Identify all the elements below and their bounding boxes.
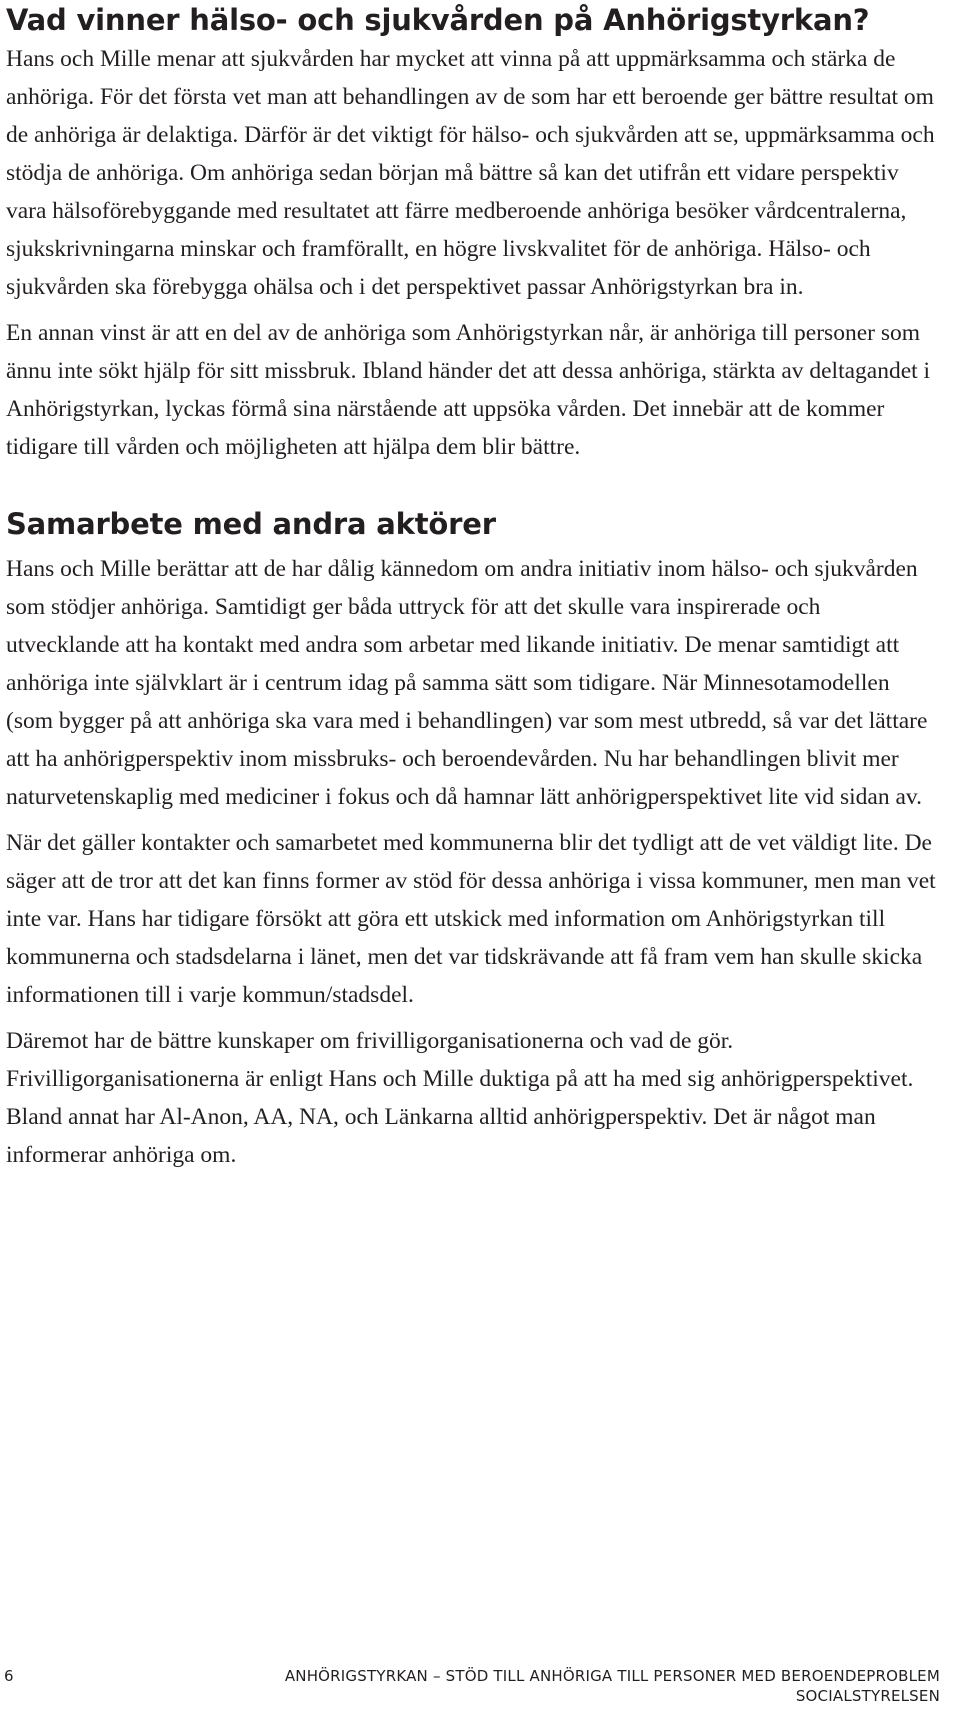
footer-publisher: SOCIALSTYRELSEN: [795, 1687, 940, 1705]
running-footer: [285, 1666, 940, 1706]
section-heading-2: Samarbete med andra aktörer: [6, 507, 496, 541]
section-heading-1: Vad vinner hälso- och sjukvården på Anhörigstyrkan?: [6, 3, 870, 37]
paragraph-1: Hans och Mille menar att sjukvården har mycket att vinna på att uppmärksamma och stärka de anhöriga. För det första vet man att behandlingen av de som har ett beroende ger bättre resultat om de anhöriga är delaktiga. Därför är det viktigt för hälso- och sjukvården att se, uppmärksamma och stödja de anhöriga. Om anhöriga sedan början må bättre så kan det utifrån ett vidare perspektiv vara hälsoförebyggande med resultatet att färre medberoende anhöriga besöker vårdcentralerna, sjukskrivningarna minskar och framförallt, en högre livskvalitet för de anhöriga. Hälso- och sjukvården ska förebygga ohälsa och i det perspektivet passar Anhörigstyrkan bra in.: [6, 46, 935, 300]
document-page: [6, 0, 936, 1174]
paragraph-5: Däremot har de bättre kunskaper om frivilligorganisationerna och vad de gör. Frivilligorganisationerna är enligt Hans och Mille duktiga på att ha med sig anhörigperspektivet. Bland annat har Al-Anon, AA, NA, och Länkarna alltid anhörigperspektiv. Det är något man informerar anhöriga om.: [6, 1028, 914, 1168]
footer-publication-title: ANHÖRIGSTYRKAN – STÖD TILL ANHÖRIGA TILL PERSONER MED BEROENDEPROBLEM: [284, 1667, 940, 1685]
paragraph-2: En annan vinst är att en del av de anhöriga som Anhörigstyrkan når, är anhöriga till personer som ännu inte sökt hjälp för sitt missbruk. Ibland händer det att dessa anhöriga, stärkta av deltagandet i Anhörigstyrkan, lyckas förmå sina närstående att uppsöka vården. Det innebär att de kommer tidigare till vården och möjligheten att hjälpa dem blir bättre.: [6, 320, 931, 460]
page-number: 6: [4, 1667, 14, 1685]
paragraph-3: Hans och Mille berättar att de har dålig kännedom om andra initiativ inom hälso- och sjukvården som stödjer anhöriga. Samtidigt ger båda uttryck för att det skulle vara inspirerade och utvecklande att ha kontakt med andra som arbetar med likande initiativ. De menar samtidigt att anhöriga inte självklart är i centrum idag på samma sätt som tidigare. När Minnesotamodellen (som bygger på att anhöriga ska vara med i behandlingen) var som mest utbredd, så var det lättare att ha anhörigperspektiv inom missbruks- och beroendevården. Nu har behandlingen blivit mer naturvetenskaplig med mediciner i fokus och då hamnar lätt anhörigperspektivet lite vid sidan av.: [6, 556, 928, 810]
paragraph-4: När det gäller kontakter och samarbetet med kommunerna blir det tydligt att de vet väldigt lite. De säger att de tror att det kan finns former av stöd för dessa anhöriga i vissa kommuner, men man vet inte var. Hans har tidigare försökt att göra ett utskick med information om Anhörigstyrkan till kommunerna och stadsdelarna i länet, men det var tidskrävande att få fram vem han skulle skicka informationen till i varje kommun/stadsdel.: [6, 830, 936, 1008]
